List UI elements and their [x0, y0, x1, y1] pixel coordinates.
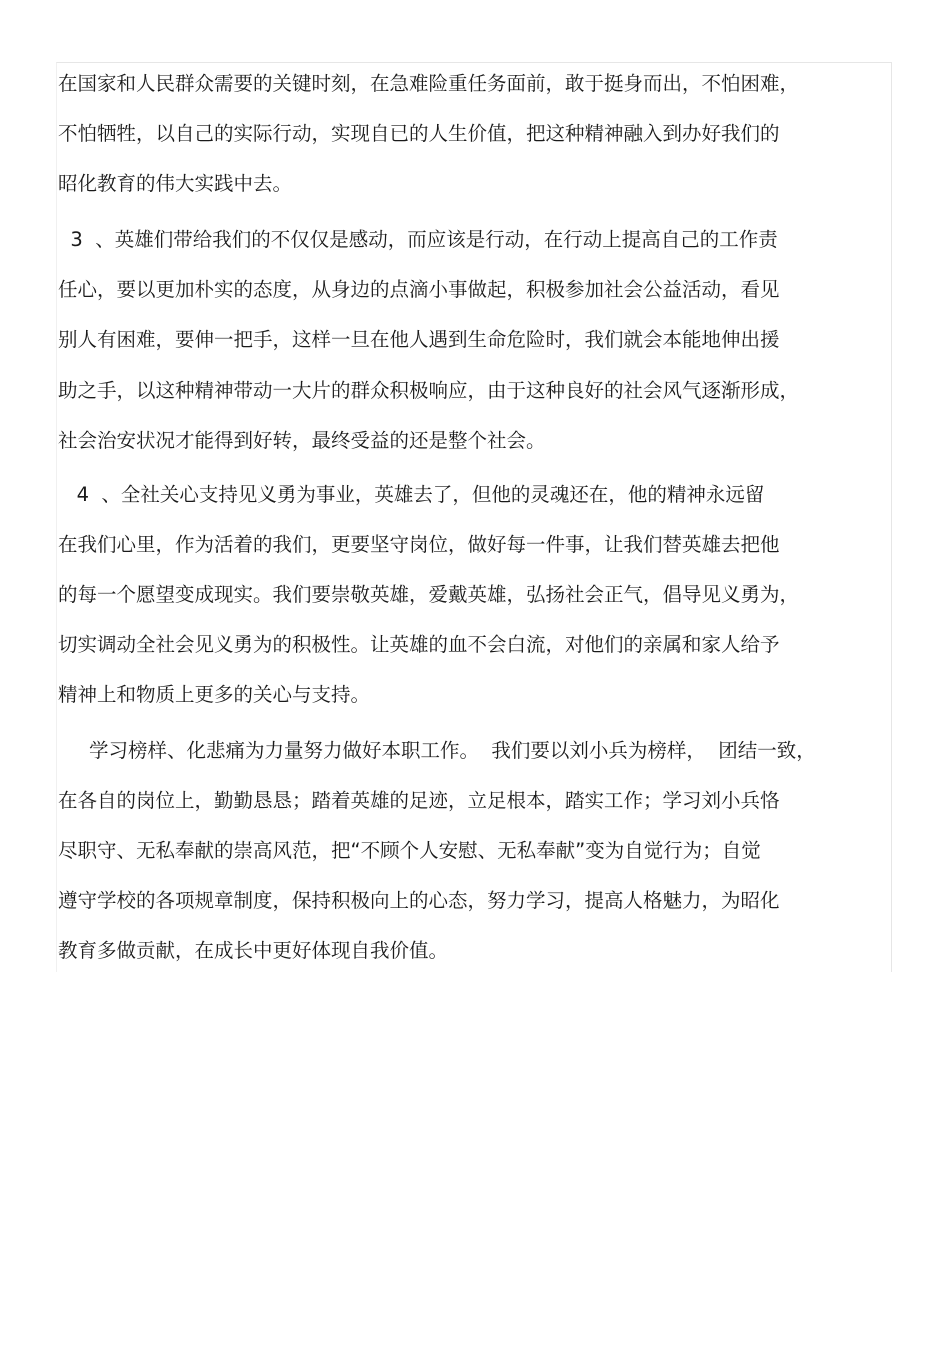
text-line: 遵守学校的各项规章制度，保持积极向上的心态，努力学习，提高人格魅力，为昭化 — [58, 889, 780, 912]
text-line: 社会治安状况才能得到好转，最终受益的还是整个社会。 — [58, 429, 546, 452]
text-line: 学习榜样、化悲痛为力量努力做好本职工作。 我们要以刘小兵为榜样， 团结一致， — [58, 739, 816, 762]
text-line: 的每一个愿望变成现实。我们要崇敬英雄，爱戴英雄，弘扬社会正气，倡导见义勇为， — [58, 583, 800, 606]
text-line: 4 、全社关心支持见义勇为事业，英雄去了，但他的灵魂还在，他的精神永远留 — [58, 483, 765, 506]
page-frame — [56, 62, 892, 972]
text-line: 在各自的岗位上，勤勤恳恳；踏着英雄的足迹，立足根本，踏实工作；学习刘小兵恪 — [58, 789, 780, 812]
text-line: 任心，要以更加朴实的态度，从身边的点滴小事做起，积极参加社会公益活动，看见 — [58, 278, 780, 301]
text-line: 别人有困难，要伸一把手，这样一旦在他人遇到生命危险时，我们就会本能地伸出援 — [58, 328, 780, 351]
text-line: 助之手，以这种精神带动一大片的群众积极响应，由于这种良好的社会风气逐渐形成， — [58, 379, 800, 402]
text-line: 尽职守、无私奉献的崇高风范，把“不顾个人安慰、无私奉献”变为自觉行为；自觉 — [58, 839, 761, 862]
text-line: 在国家和人民群众需要的关键时刻，在急难险重任务面前，敢于挺身而出，不怕困难， — [58, 72, 800, 95]
text-line: 切实调动全社会见义勇为的积极性。让英雄的血不会白流，对他们的亲属和家人给予 — [58, 633, 780, 656]
text-line: 不怕牺牲，以自己的实际行动，实现自已的人生价值，把这种精神融入到办好我们的 — [58, 122, 780, 145]
text-line: 教育多做贡献，在成长中更好体现自我价值。 — [58, 939, 449, 962]
text-line: 昭化教育的伟大实践中去。 — [58, 172, 293, 195]
text-line: 在我们心里，作为活着的我们，更要坚守岗位，做好每一件事，让我们替英雄去把他 — [58, 533, 780, 556]
text-line: 3 、英雄们带给我们的不仅仅是感动，而应该是行动，在行动上提高自己的工作责 — [58, 228, 778, 251]
text-line: 精神上和物质上更多的关心与支持。 — [58, 683, 371, 706]
